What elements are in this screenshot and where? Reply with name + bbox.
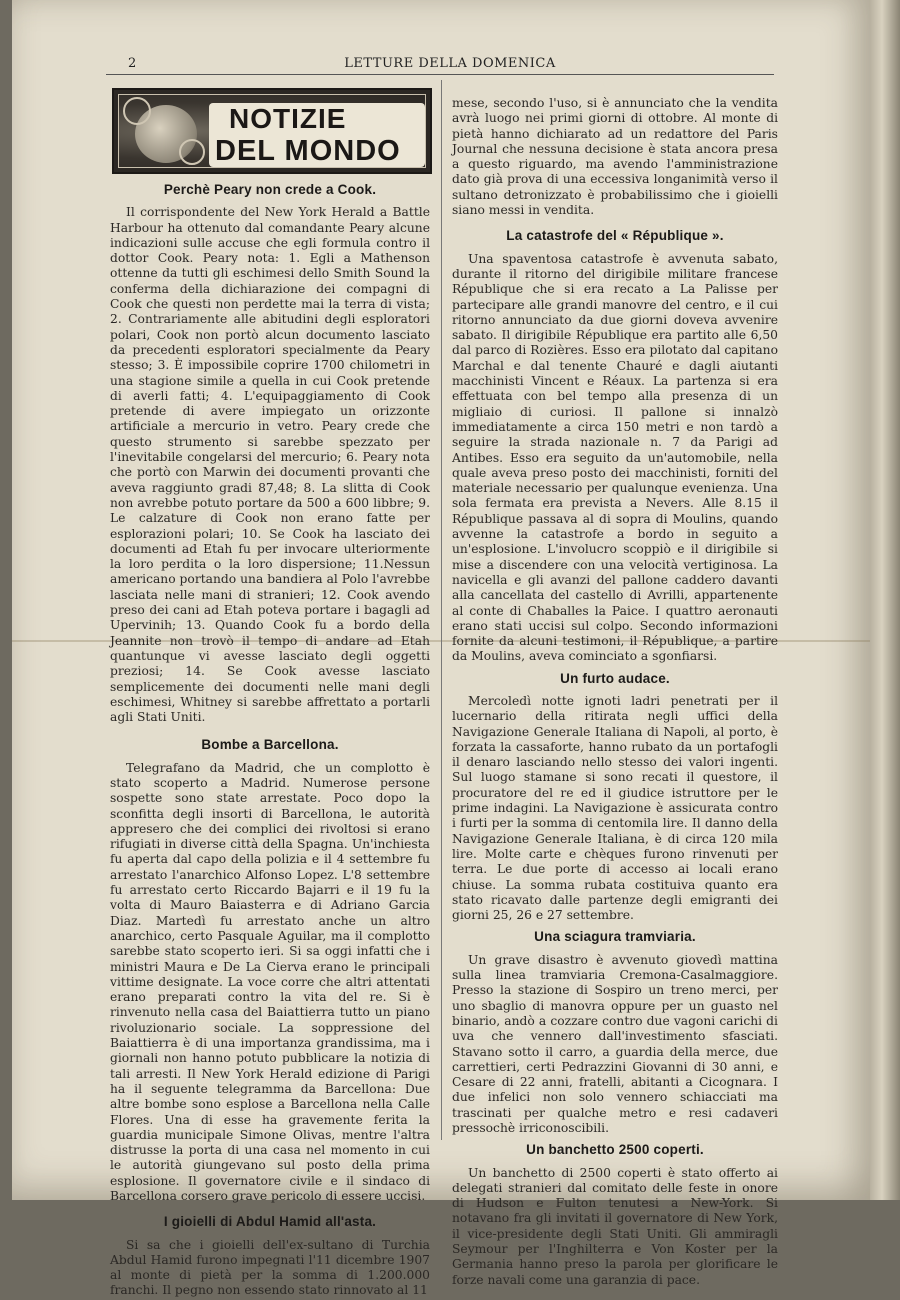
article-body: Il corrispondente del New York Herald a Battle Harbour ha ottenuto dal comandante Peary alcune indicazioni sulle accuse che egli formula contro il dottor Cook. Peary nota: 1. Egli a Mathenson ottenne da tutti gli eschimesi dello Smith Sound la conferma della dichiarazione dei compagni di Cook che questi non perdette mai la terra di vista; 2. Contrariamente alle abitudini degli esploratori polari, Cook non portò alcun documento lasciato da precedenti esploratori specialmente da Peary stesso; 3. È impossibile coprire 1700 chilometri in una stagione simile a quella in cui Cook pretende di averli fatti; 4. L'equipaggiamento di Cook pretende di avere impiegato un orizzonte artificiale a mercurio in vetro. Peary crede che questo strumento si sarebbe spezzato per l'inevitabile congelarsi del mercurio; 6. Peary nota che portò con Marwin dei documenti provanti che aveva raggiunto gradi 87,48; 8. La slitta di Cook non avrebbe potuto portare da 500 a 600 libbre; 9. Le calzature di Cook non erano fatte per esplorazioni polari; 10. Se Cook ha lasciato dei documenti ad Etah fu per invocare ulteriormente la loro perdita o la loro dispersione; 11.Nessun americano portando una bandiera al Polo l'avrebbe lasciata nelle mani di stranieri; 12. Cook avendo preso dei cani ad Etah poteva portare i bagagli ad Upervinih; 13. Quando Cook fu a bordo della Jeannite non trovò il tempo di andare ad Etah quantunque vi avesse lasciato degli oggetti preziosi; 14. Se Cook avesse lasciato semplicemente dei documenti nelle mani degli eschimesi, Whitney si sarebbe affrettato a portarli agli Stati Uniti. xyxy=(110,205,430,725)
article-body: Una spaventosa catastrofe è avvenuta sabato, durante il ritorno del dirigibile militare francese République che si era recato a La Palisse per partecipare alle grandi manovre del centro, e il cui ritorno annunciato da due giorni doveva avvenire sabato. Il dirigibile République era partito alle 6,50 dal parco di Rozières. Esso era pilotato dal capitano Marchal e dal tenente Chauré e dagli aiutanti macchinisti Vincent e Réaux. La partenza si era effettuata con bel tempo alla presenza di un migliaio di curiosi. Il pallone si innalzò immediatamente a circa 150 metri e non tardò a seguire la strada nazionale n. 7 da Parigi ad Antibes. Esso era seguito da un'automobile, nella quale aveva preso posto dei macchinisti, forniti del materiale necessario per qualunque evenienza. Una sola fermata era prevista a Nevers. Alle 8.15 il République passava al di sopra di Moulins, quando avvenne la catastrofe a bordo in seguito a un'esplosione. L'involucro scoppiò e il dirigibile si mise a discendere con una velocità vertiginosa. La navicella e gli avanzi del pallone caddero davanti alla cancellata del castello di Avrilli, appartenente al conte di Chaballes la Paice. I quattro aeronauti erano stati uccisi sul colpo. Secondo informazioni fornite da alcuni testimoni, il République, a partire da Moulins, aveva cominciato a sgonfiarsi. xyxy=(452,251,778,664)
article-body: Telegrafano da Madrid, che un complotto è stato scoperto a Madrid. Numerose persone sospette sono state arrestate. Poco dopo la sconfitta degli insorti di Barcellona, le autorità appresero che dei complici dei rivoltosi si erano rifugiati in diverse città della Spagna. Un'inchiesta fu aperta dal capo della polizia e il 4 settembre fu arrestato l'anarchico Alfonso Lopez. L'8 settembre fu arrestato certo Riccardo Bajarri e il 19 fu la volta di Mauro Baiasterra e di Adriano Garcia Diaz. Martedì fu arrestato anche un altro anarchico, certo Pasquale Aguilar, ma il complotto sarebbe stato scoperto ieri. Si sa oggi infatti che i ministri Maura e De La Cierva erano le principali vittime designate. La voce corre che altri attentati erano preparati contro la vita del re. Si è rinvenuto nella casa del Baiattierra tutto un piano rivoluzionario sociale. La soppressione del Baiattierra è di una importanza grandissima, ma i giornali non hanno potuto pubblicare la notizia di tali arresti. Il New York Herald edizione di Parigi ha il seguente telegramma da Barcellona: Due altre bombe sono esplose a Barcellona nella Calle Flores. Una di esse ha gravemente ferita la guardia municipale Simone Olivas, mentre l'altra distrusse la porta di una casa nel momento in cui le autorità giungevano sul posto della prima esplosione. Il governatore civile e il sindaco di Barcellona corsero grave pericolo di essere uccisi. xyxy=(110,760,430,1203)
next-page-edge xyxy=(870,0,900,1200)
ornament-swirl xyxy=(179,139,205,165)
article-title: I gioielli di Abdul Hamid all'asta. xyxy=(163,1214,377,1230)
article-title: La catastrofe del « République ». xyxy=(506,228,724,244)
article-body: Si sa che i gioielli dell'ex-sultano di Turchia Abdul Hamid furono impegnati l'11 dicembre 1907 al monte di pietà per la somma di 1.200.000 franchi. Il pegno non essendo stato rinnovato al 11 xyxy=(110,1237,430,1298)
column-divider xyxy=(441,80,442,1140)
article-title: Bombe a Barcellona. xyxy=(201,737,339,753)
header-rule xyxy=(106,74,774,75)
article-title: Perchè Peary non crede a Cook. xyxy=(163,182,377,197)
article-body: Mercoledì notte ignoti ladri penetrati per il lucernario della ritirata negli uffici della Navigazione Generale Italiana di Napoli, al porto, è forzata la cassaforte, hanno rubato da un portafogli il denaro lasciando nello stesso dei valori ingenti. Sul luogo stamane si sono recati il questore, il procuratore del re ed il giudice istruttore per le prime indagini. La Navigazione è assicurata contro i furti per la somma di centomila lire. Il danno della Navigazione Generale Italiana, è di circa 120 mila lire. Molte carte e chèques furono rinvenuti per terra. Le due porte di accesso ai locali erano chiuse. La somma rubata costituiva quanto era stato ricavato dalle partenze degli emigranti dei giorni 25, 26 e 27 settembre. xyxy=(452,693,778,923)
masthead-line-2: DEL MONDO xyxy=(215,135,401,167)
article-title: Un banchetto 2500 coperti. xyxy=(526,1142,704,1158)
page-number: 2 xyxy=(128,56,137,71)
right-column xyxy=(452,96,778,1289)
running-title: LETTURE DELLA DOMENICA xyxy=(344,56,556,71)
article-title: Una sciagura tramviaria. xyxy=(534,929,696,945)
article-title: Un furto audace. xyxy=(560,670,670,686)
masthead-frame xyxy=(118,94,426,168)
masthead-line-1: NOTIZIE xyxy=(229,103,347,134)
section-masthead xyxy=(112,88,432,174)
ornament-swirl xyxy=(123,97,151,125)
article-body: Un grave disastro è avvenuto giovedì mattina sulla linea tramviaria Cremona-Casalmaggiore. Presso la stazione di Sospiro un treno merci, per uno sbaglio di manovra oppure per un guasto nel binario, andò a cozzare contro due vagoni carichi di uva che vennero dall'investimento sfasciati. Stavano sotto il carro, a guardia della merce, due carrettieri, certi Pedrazzini Giovanni di 30 anni, e Cesare di 22 anni, fratelli, abitanti a Cicognara. I due infelici non solo vennero schiacciati ma trascinati per qualche metro e resi cadaveri pressochè irriconoscibili. xyxy=(452,952,778,1135)
left-column xyxy=(110,176,430,1300)
article-body-continued: mese, secondo l'uso, si è annunciato che la vendita avrà luogo nei primi giorni di ottobre. Al monte di pietà hanno dichiarato ad un redattore del Paris Journal che nessuna decisione è stata ancora presa a questo riguardo, ma avendo l'amministrazione dato già prova di una eccessiva longanimità verso il sultano detronizzato è probabilissimo che i gioielli siano messi in vendita. xyxy=(452,96,778,218)
article-body: Un banchetto di 2500 coperti è stato offerto ai delegati stranieri dal comitato delle feste in onore di Hudson e Fulton tenutesi a New-York. Si notavano fra gli invitati il governatore di New York, il vice-presidente degli Stati Uniti. Gli ammiragli Seymour per l'Inghilterra e Von Koster per la Germania hanno preso la parola per glorificare le forze navali come una garanzia di pace. xyxy=(452,1165,778,1287)
